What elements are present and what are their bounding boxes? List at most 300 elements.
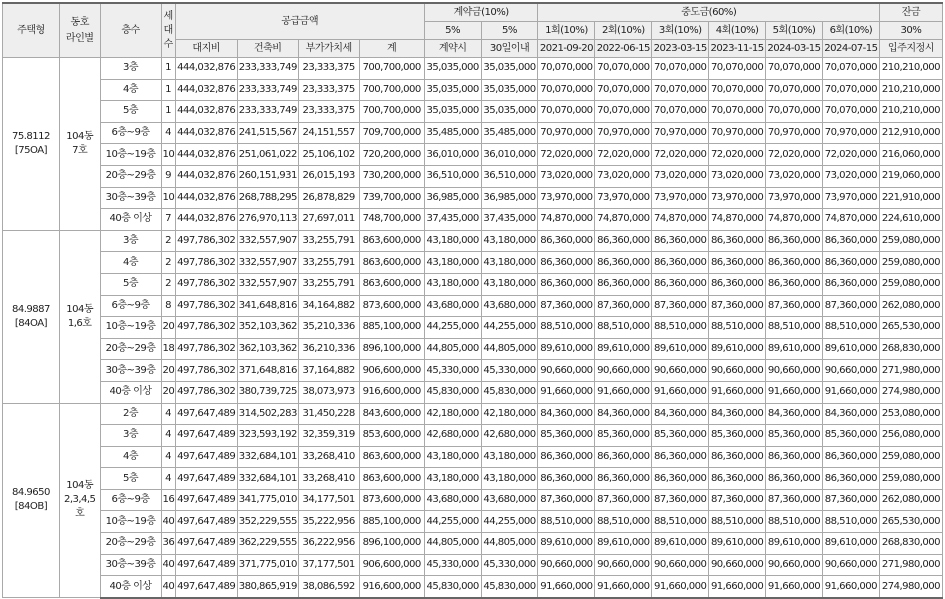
housing-type-line: 84.9887: [12, 303, 50, 315]
m3-cell: 72,020,000: [652, 144, 709, 166]
m5-cell: 70,070,000: [766, 101, 823, 123]
vat-cell: 27,697,011: [298, 209, 359, 231]
m5-cell: 70,070,000: [766, 58, 823, 80]
bal-cell: 259,080,000: [879, 273, 942, 295]
bal-cell: 221,910,000: [879, 187, 942, 209]
vat-cell: 33,255,791: [298, 230, 359, 252]
building-cell: 233,333,749: [237, 58, 298, 80]
m2-cell: 85,360,000: [595, 425, 652, 447]
m2-cell: 70,970,000: [595, 122, 652, 144]
units-cell: 4: [161, 403, 175, 425]
c1-cell: 35,485,000: [424, 122, 481, 144]
m3-cell: 73,020,000: [652, 165, 709, 187]
m1-cell: 70,070,000: [538, 58, 595, 80]
bal-cell: 210,210,000: [879, 79, 942, 101]
m5-cell: 91,660,000: [766, 381, 823, 403]
bal-cell: 219,060,000: [879, 165, 942, 187]
m6-cell: 88,510,000: [822, 511, 879, 533]
m1-cell: 74,870,000: [538, 209, 595, 231]
building-cell: 233,333,749: [237, 79, 298, 101]
m3-cell: 87,360,000: [652, 295, 709, 317]
vat-cell: 37,164,882: [298, 360, 359, 382]
header-building: 건축비: [237, 40, 298, 58]
m4-cell: 91,660,000: [709, 576, 766, 598]
header-middle-date-6: 2024-07-15: [822, 40, 879, 58]
table-body: [3, 58, 943, 598]
building-cell: 323,593,192: [237, 425, 298, 447]
m4-cell: 86,360,000: [709, 468, 766, 490]
price-table-container: [2, 2, 943, 592]
c2-cell: 35,035,000: [481, 79, 538, 101]
m2-cell: 73,970,000: [595, 187, 652, 209]
table-row: [3, 511, 943, 533]
floor-cell: 20층~29층: [100, 533, 161, 555]
c1-cell: 42,180,000: [424, 403, 481, 425]
m5-cell: 73,970,000: [766, 187, 823, 209]
units-cell: 16: [161, 489, 175, 511]
units-cell: 36: [161, 533, 175, 555]
total-cell: 863,600,000: [359, 468, 424, 490]
land-cell: 444,032,876: [175, 144, 237, 166]
m4-cell: 87,360,000: [709, 489, 766, 511]
header-contract-pct-1: 5%: [424, 22, 481, 40]
table-row: [3, 576, 943, 598]
units-cell: 20: [161, 360, 175, 382]
m3-cell: 91,660,000: [652, 576, 709, 598]
dong-line-line: 7호: [72, 144, 88, 156]
total-cell: 853,600,000: [359, 425, 424, 447]
m4-cell: 89,610,000: [709, 338, 766, 360]
header-middle-round-3: 3회(10%): [652, 22, 709, 40]
c2-cell: 45,330,000: [481, 360, 538, 382]
bal-cell: 271,980,000: [879, 554, 942, 576]
header-dong-line-1: 동호: [70, 16, 89, 28]
units-cell: 20: [161, 317, 175, 339]
units-cell: 10: [161, 187, 175, 209]
m3-cell: 85,360,000: [652, 425, 709, 447]
bal-cell: 259,080,000: [879, 446, 942, 468]
bal-cell: 259,080,000: [879, 252, 942, 274]
floor-cell: 10층~19층: [100, 317, 161, 339]
c2-cell: 44,255,000: [481, 511, 538, 533]
land-cell: 497,647,489: [175, 576, 237, 598]
m5-cell: 87,360,000: [766, 489, 823, 511]
header-middle-date-1: 2021-09-20: [538, 40, 595, 58]
vat-cell: 33,268,410: [298, 468, 359, 490]
bal-cell: 265,530,000: [879, 511, 942, 533]
floor-cell: 3층: [100, 230, 161, 252]
m1-cell: 86,360,000: [538, 230, 595, 252]
c1-cell: 35,035,000: [424, 79, 481, 101]
land-cell: 497,786,302: [175, 360, 237, 382]
m6-cell: 86,360,000: [822, 446, 879, 468]
m3-cell: 86,360,000: [652, 446, 709, 468]
c2-cell: 42,180,000: [481, 403, 538, 425]
floor-cell: 30층~39층: [100, 187, 161, 209]
c1-cell: 45,330,000: [424, 554, 481, 576]
dong-line-line: 104동: [66, 130, 94, 142]
c2-cell: 43,680,000: [481, 489, 538, 511]
m1-cell: 72,020,000: [538, 144, 595, 166]
m2-cell: 73,020,000: [595, 165, 652, 187]
units-cell: 10: [161, 144, 175, 166]
c1-cell: 43,180,000: [424, 230, 481, 252]
m5-cell: 84,360,000: [766, 403, 823, 425]
c1-cell: 36,510,000: [424, 165, 481, 187]
m2-cell: 86,360,000: [595, 273, 652, 295]
header-households: [161, 3, 175, 58]
m5-cell: 72,020,000: [766, 144, 823, 166]
building-cell: 251,061,022: [237, 144, 298, 166]
m6-cell: 89,610,000: [822, 533, 879, 555]
m5-cell: 90,660,000: [766, 360, 823, 382]
header-floor: 층수: [100, 3, 161, 58]
vat-cell: 23,333,375: [298, 58, 359, 80]
units-cell: 1: [161, 101, 175, 123]
m4-cell: 90,660,000: [709, 360, 766, 382]
dong-line-cell: [59, 403, 100, 598]
building-cell: 332,684,101: [237, 468, 298, 490]
m3-cell: 91,660,000: [652, 381, 709, 403]
m4-cell: 70,970,000: [709, 122, 766, 144]
m2-cell: 91,660,000: [595, 381, 652, 403]
floor-cell: 2층: [100, 403, 161, 425]
units-cell: 40: [161, 511, 175, 533]
building-cell: 341,648,816: [237, 295, 298, 317]
land-cell: 444,032,876: [175, 58, 237, 80]
housing-type-cell: [3, 58, 60, 231]
c2-cell: 43,180,000: [481, 468, 538, 490]
units-cell: 4: [161, 446, 175, 468]
floor-cell: 20층~29층: [100, 338, 161, 360]
vat-cell: 23,333,375: [298, 101, 359, 123]
c1-cell: 43,180,000: [424, 468, 481, 490]
bal-cell: 210,210,000: [879, 58, 942, 80]
total-cell: 873,600,000: [359, 489, 424, 511]
m3-cell: 88,510,000: [652, 317, 709, 339]
floor-cell: 10층~19층: [100, 144, 161, 166]
m3-cell: 70,970,000: [652, 122, 709, 144]
m4-cell: 84,360,000: [709, 403, 766, 425]
c1-cell: 43,180,000: [424, 252, 481, 274]
c2-cell: 43,180,000: [481, 230, 538, 252]
header-middle-round-5: 5회(10%): [766, 22, 823, 40]
m5-cell: 88,510,000: [766, 511, 823, 533]
floor-cell: 6층~9층: [100, 122, 161, 144]
header-contract-pct-2: 5%: [481, 22, 538, 40]
m3-cell: 70,070,000: [652, 101, 709, 123]
units-cell: 4: [161, 425, 175, 447]
building-cell: 332,557,907: [237, 273, 298, 295]
vat-cell: 24,151,557: [298, 122, 359, 144]
vat-cell: 33,255,791: [298, 273, 359, 295]
vat-cell: 38,086,592: [298, 576, 359, 598]
floor-cell: 6층~9층: [100, 295, 161, 317]
table-row: [3, 425, 943, 447]
building-cell: 352,103,362: [237, 317, 298, 339]
header-middle-round-6: 6회(10%): [822, 22, 879, 40]
land-cell: 497,647,489: [175, 403, 237, 425]
table-row: [3, 533, 943, 555]
m1-cell: 87,360,000: [538, 489, 595, 511]
total-cell: 700,700,000: [359, 58, 424, 80]
floor-cell: 5층: [100, 101, 161, 123]
units-cell: 4: [161, 122, 175, 144]
m6-cell: 74,870,000: [822, 209, 879, 231]
c2-cell: 42,680,000: [481, 425, 538, 447]
floor-cell: 4층: [100, 446, 161, 468]
header-dong-line-2: 라인별: [65, 32, 94, 44]
dong-line-cell: [59, 230, 100, 403]
bal-cell: 262,080,000: [879, 489, 942, 511]
bal-cell: 271,980,000: [879, 360, 942, 382]
m4-cell: 86,360,000: [709, 446, 766, 468]
m1-cell: 85,360,000: [538, 425, 595, 447]
bal-cell: 274,980,000: [879, 381, 942, 403]
m6-cell: 91,660,000: [822, 576, 879, 598]
total-cell: 863,600,000: [359, 273, 424, 295]
vat-cell: 36,222,956: [298, 533, 359, 555]
floor-cell: 40층 이상: [100, 381, 161, 403]
housing-type-line: [84OA]: [14, 317, 47, 329]
c2-cell: 37,435,000: [481, 209, 538, 231]
m2-cell: 90,660,000: [595, 360, 652, 382]
table-row: [3, 209, 943, 231]
vat-cell: 33,255,791: [298, 252, 359, 274]
floor-cell: 5층: [100, 273, 161, 295]
m6-cell: 86,360,000: [822, 468, 879, 490]
total-cell: 906,600,000: [359, 360, 424, 382]
total-cell: 885,100,000: [359, 511, 424, 533]
m6-cell: 84,360,000: [822, 403, 879, 425]
building-cell: 233,333,749: [237, 101, 298, 123]
m2-cell: 88,510,000: [595, 317, 652, 339]
m6-cell: 90,660,000: [822, 554, 879, 576]
floor-cell: 10층~19층: [100, 511, 161, 533]
m2-cell: 70,070,000: [595, 79, 652, 101]
c2-cell: 36,985,000: [481, 187, 538, 209]
vat-cell: 26,878,829: [298, 187, 359, 209]
table-row: [3, 273, 943, 295]
building-cell: 380,865,919: [237, 576, 298, 598]
m2-cell: 86,360,000: [595, 230, 652, 252]
m4-cell: 85,360,000: [709, 425, 766, 447]
land-cell: 497,786,302: [175, 381, 237, 403]
m4-cell: 90,660,000: [709, 554, 766, 576]
c1-cell: 43,180,000: [424, 273, 481, 295]
m2-cell: 89,610,000: [595, 338, 652, 360]
land-cell: 444,032,876: [175, 122, 237, 144]
total-cell: 916,600,000: [359, 381, 424, 403]
c2-cell: 44,805,000: [481, 533, 538, 555]
building-cell: 362,103,362: [237, 338, 298, 360]
total-cell: 700,700,000: [359, 101, 424, 123]
land-cell: 497,647,489: [175, 533, 237, 555]
c1-cell: 45,330,000: [424, 360, 481, 382]
bal-cell: 268,830,000: [879, 533, 942, 555]
c2-cell: 44,255,000: [481, 317, 538, 339]
m3-cell: 70,070,000: [652, 79, 709, 101]
table-row: [3, 101, 943, 123]
table-row: [3, 317, 943, 339]
m3-cell: 86,360,000: [652, 273, 709, 295]
m3-cell: 84,360,000: [652, 403, 709, 425]
m3-cell: 86,360,000: [652, 252, 709, 274]
m6-cell: 70,970,000: [822, 122, 879, 144]
land-cell: 497,647,489: [175, 511, 237, 533]
total-cell: 739,700,000: [359, 187, 424, 209]
m6-cell: 90,660,000: [822, 360, 879, 382]
bal-cell: 265,530,000: [879, 317, 942, 339]
c2-cell: 45,830,000: [481, 381, 538, 403]
header-contract-when-1: 계약시: [424, 40, 481, 58]
m6-cell: 87,360,000: [822, 489, 879, 511]
m4-cell: 89,610,000: [709, 533, 766, 555]
m6-cell: 91,660,000: [822, 381, 879, 403]
land-cell: 444,032,876: [175, 101, 237, 123]
c2-cell: 43,180,000: [481, 252, 538, 274]
m1-cell: 84,360,000: [538, 403, 595, 425]
total-cell: 896,100,000: [359, 533, 424, 555]
m4-cell: 86,360,000: [709, 230, 766, 252]
housing-type-line: 75.8112: [12, 130, 50, 142]
bal-cell: 216,060,000: [879, 144, 942, 166]
vat-cell: 33,268,410: [298, 446, 359, 468]
building-cell: 362,229,555: [237, 533, 298, 555]
land-cell: 497,786,302: [175, 230, 237, 252]
land-cell: 497,786,302: [175, 295, 237, 317]
total-cell: 863,600,000: [359, 230, 424, 252]
c2-cell: 43,180,000: [481, 273, 538, 295]
m6-cell: 86,360,000: [822, 273, 879, 295]
table-row: [3, 468, 943, 490]
total-cell: 730,200,000: [359, 165, 424, 187]
land-cell: 497,647,489: [175, 554, 237, 576]
land-cell: 444,032,876: [175, 187, 237, 209]
units-cell: 1: [161, 79, 175, 101]
floor-cell: 40층 이상: [100, 209, 161, 231]
c2-cell: 35,485,000: [481, 122, 538, 144]
m5-cell: 90,660,000: [766, 554, 823, 576]
building-cell: 241,515,567: [237, 122, 298, 144]
header-supply-price: 공급금액: [175, 3, 424, 40]
bal-cell: 256,080,000: [879, 425, 942, 447]
table-row: [3, 187, 943, 209]
bal-cell: 259,080,000: [879, 468, 942, 490]
c1-cell: 43,680,000: [424, 295, 481, 317]
m5-cell: 88,510,000: [766, 317, 823, 339]
floor-cell: 4층: [100, 79, 161, 101]
bal-cell: 262,080,000: [879, 295, 942, 317]
m3-cell: 89,610,000: [652, 533, 709, 555]
land-cell: 497,647,489: [175, 425, 237, 447]
m2-cell: 86,360,000: [595, 446, 652, 468]
c2-cell: 43,680,000: [481, 295, 538, 317]
c1-cell: 45,830,000: [424, 381, 481, 403]
m6-cell: 70,070,000: [822, 58, 879, 80]
header-households-3: 수: [163, 38, 173, 50]
m2-cell: 91,660,000: [595, 576, 652, 598]
total-cell: 896,100,000: [359, 338, 424, 360]
header-middle-round-2: 2회(10%): [595, 22, 652, 40]
m1-cell: 87,360,000: [538, 295, 595, 317]
table-row: [3, 446, 943, 468]
header-households-1: 세: [163, 10, 173, 22]
m3-cell: 70,070,000: [652, 58, 709, 80]
building-cell: 260,151,931: [237, 165, 298, 187]
housing-type-cell: [3, 230, 60, 403]
units-cell: 9: [161, 165, 175, 187]
m1-cell: 86,360,000: [538, 446, 595, 468]
table-row: [3, 122, 943, 144]
c2-cell: 43,180,000: [481, 446, 538, 468]
c1-cell: 43,180,000: [424, 446, 481, 468]
dong-line-cell: [59, 58, 100, 231]
m4-cell: 70,070,000: [709, 101, 766, 123]
m3-cell: 87,360,000: [652, 489, 709, 511]
units-cell: 2: [161, 252, 175, 274]
table-row: [3, 58, 943, 80]
m4-cell: 86,360,000: [709, 252, 766, 274]
housing-type-line: [75OA]: [14, 144, 47, 156]
m6-cell: 86,360,000: [822, 230, 879, 252]
header-middle-date-3: 2023-03-15: [652, 40, 709, 58]
vat-cell: 37,177,501: [298, 554, 359, 576]
m6-cell: 73,020,000: [822, 165, 879, 187]
land-cell: 444,032,876: [175, 79, 237, 101]
m6-cell: 87,360,000: [822, 295, 879, 317]
m3-cell: 90,660,000: [652, 360, 709, 382]
m1-cell: 89,610,000: [538, 533, 595, 555]
m1-cell: 89,610,000: [538, 338, 595, 360]
header-contract: 계약금(10%): [424, 3, 538, 22]
dong-line-line: 104동: [66, 303, 94, 315]
building-cell: 314,502,283: [237, 403, 298, 425]
m5-cell: 89,610,000: [766, 533, 823, 555]
header-middle-date-5: 2024-03-15: [766, 40, 823, 58]
table-row: [3, 360, 943, 382]
m5-cell: 86,360,000: [766, 446, 823, 468]
vat-cell: 25,106,102: [298, 144, 359, 166]
floor-cell: 6층~9층: [100, 489, 161, 511]
m4-cell: 73,970,000: [709, 187, 766, 209]
units-cell: 2: [161, 273, 175, 295]
land-cell: 497,647,489: [175, 489, 237, 511]
m3-cell: 90,660,000: [652, 554, 709, 576]
total-cell: 709,700,000: [359, 122, 424, 144]
m5-cell: 70,970,000: [766, 122, 823, 144]
floor-cell: 4층: [100, 252, 161, 274]
m2-cell: 90,660,000: [595, 554, 652, 576]
header-land: 대지비: [175, 40, 237, 58]
c1-cell: 36,010,000: [424, 144, 481, 166]
m4-cell: 73,020,000: [709, 165, 766, 187]
c1-cell: 44,255,000: [424, 511, 481, 533]
table-row: [3, 252, 943, 274]
m2-cell: 87,360,000: [595, 295, 652, 317]
units-cell: 40: [161, 554, 175, 576]
m4-cell: 74,870,000: [709, 209, 766, 231]
building-cell: 332,557,907: [237, 230, 298, 252]
c1-cell: 44,805,000: [424, 338, 481, 360]
header-dong-line: [59, 3, 100, 58]
bal-cell: 259,080,000: [879, 230, 942, 252]
dong-line-line: 2,3,4,5호: [63, 494, 96, 520]
m5-cell: 74,870,000: [766, 209, 823, 231]
m5-cell: 86,360,000: [766, 468, 823, 490]
m2-cell: 86,360,000: [595, 252, 652, 274]
supply-price-table: [2, 2, 943, 599]
